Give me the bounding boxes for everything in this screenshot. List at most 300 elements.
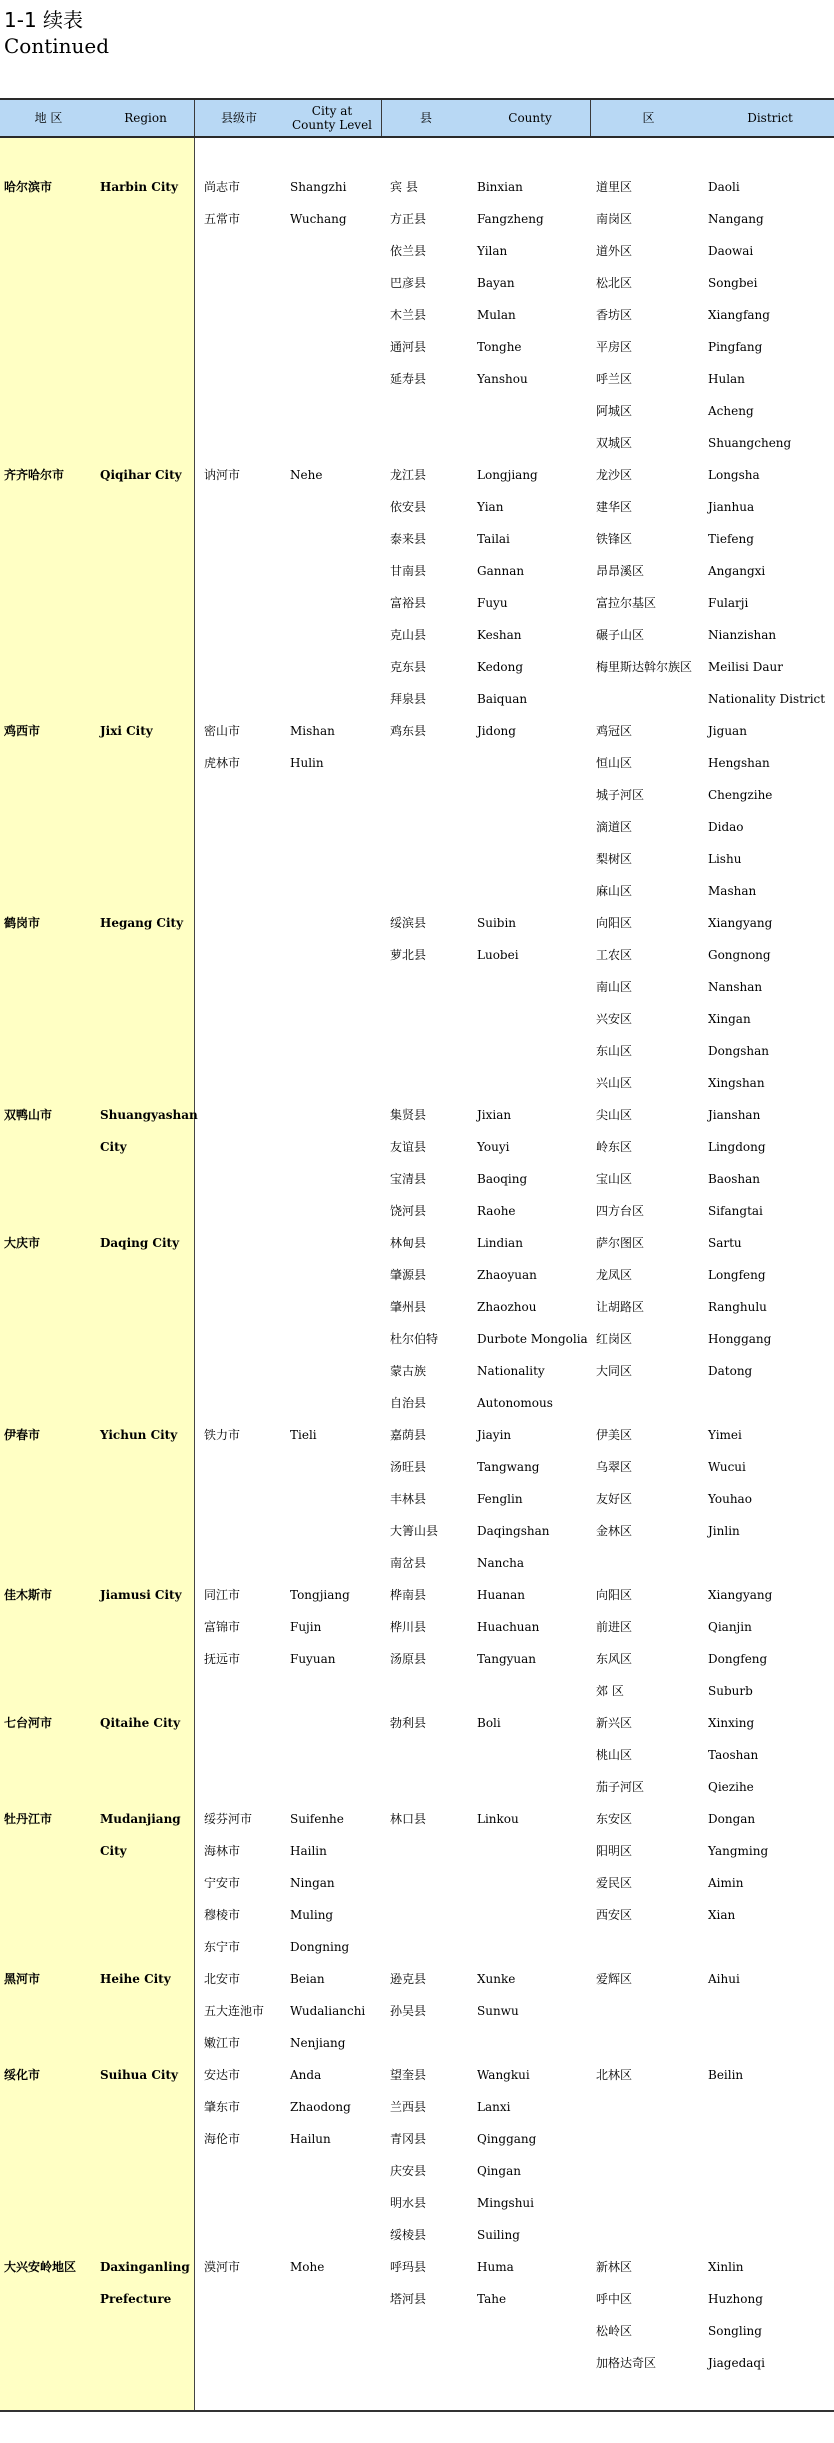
cell-district-en: Yimei	[708, 1428, 742, 1442]
cell-city-en: Fuyuan	[290, 1652, 336, 1666]
cell-county-en: Tailai	[477, 532, 510, 546]
table-row	[0, 1547, 834, 1579]
cell-district-en: Qiezihe	[708, 1780, 754, 1794]
cell-city-zh: 虎林市	[204, 756, 241, 770]
cell-county-en: Daqingshan	[477, 1524, 550, 1538]
cell-county-zh: 庆安县	[390, 2164, 427, 2178]
cell-region-zh: 鹤岗市	[4, 916, 41, 930]
cell-district-en: Gongnong	[708, 948, 771, 962]
cell-district-en: Acheng	[708, 404, 754, 418]
cell-district-en: Longsha	[708, 468, 760, 482]
cell-county-zh: 肇源县	[390, 1268, 427, 1282]
cell-district-zh: 乌翠区	[596, 1460, 633, 1474]
cell-county-en: Linkou	[477, 1812, 519, 1826]
table-row	[0, 1195, 834, 1227]
cell-region-zh: 大庆市	[4, 1236, 41, 1250]
cell-district-en: Dongan	[708, 1812, 756, 1826]
cell-district-zh: 爱辉区	[596, 1972, 633, 1986]
table-row	[0, 459, 834, 491]
cell-district-zh: 富拉尔基区	[596, 596, 657, 610]
table-row	[0, 1675, 834, 1707]
cell-county-en: Lindian	[477, 1236, 523, 1250]
cell-county-en: Fenglin	[477, 1492, 523, 1506]
cell-district-en: Xiangyang	[708, 1588, 773, 1602]
cell-district-zh: 东风区	[596, 1652, 633, 1666]
header-county-en: County	[508, 111, 552, 125]
cell-district-en: Fularji	[708, 596, 749, 610]
cell-county-en: Yian	[477, 500, 504, 514]
cell-city-zh: 东宁市	[204, 1940, 241, 1954]
cell-county-en: Suiling	[477, 2228, 520, 2242]
cell-county-en: Youyi	[477, 1140, 510, 1154]
cell-county-en: Huachuan	[477, 1620, 540, 1634]
table-row	[0, 299, 834, 331]
cell-county-zh: 绥棱县	[390, 2228, 427, 2242]
cell-city-en: Anda	[290, 2068, 322, 2082]
cell-county-zh: 自治县	[390, 1396, 427, 1410]
table-row	[0, 171, 834, 203]
cell-region-en: Suihua City	[100, 2068, 178, 2082]
cell-county-en: Huma	[477, 2260, 514, 2274]
cell-district-zh: 大同区	[596, 1364, 633, 1378]
table-row	[0, 1931, 834, 1963]
cell-region-en: City	[100, 1140, 127, 1154]
cell-city-en: Wuchang	[290, 212, 347, 226]
cell-district-en: Sartu	[708, 1236, 742, 1250]
cell-district-en: Didao	[708, 820, 744, 834]
cell-county-en: Longjiang	[477, 468, 538, 482]
cell-district-zh: 萨尔图区	[596, 1236, 645, 1250]
cell-district-en: Baoshan	[708, 1172, 760, 1186]
cell-district-zh: 呼中区	[596, 2292, 633, 2306]
table-row	[0, 1611, 834, 1643]
cell-district-zh: 工农区	[596, 948, 633, 962]
cell-district-en: Songbei	[708, 276, 758, 290]
cell-district-zh: 金林区	[596, 1524, 633, 1538]
table-row	[0, 235, 834, 267]
cell-district-zh: 西安区	[596, 1908, 633, 1922]
table-number-title: 1-1 续表	[4, 8, 84, 32]
cell-county-zh: 克东县	[390, 660, 427, 674]
cell-city-zh: 讷河市	[204, 468, 241, 482]
cell-city-en: Tongjiang	[290, 1588, 350, 1602]
cell-city-zh: 宁安市	[204, 1876, 241, 1890]
cell-district-en: Datong	[708, 1364, 753, 1378]
cell-county-zh: 宝清县	[390, 1172, 427, 1186]
cell-city-en: Wudalianchi	[290, 2004, 366, 2018]
cell-district-zh: 龙沙区	[596, 468, 633, 482]
table-row	[0, 1515, 834, 1547]
cell-district-zh: 新兴区	[596, 1716, 633, 1730]
cell-city-zh: 同江市	[204, 1588, 241, 1602]
table-row	[0, 587, 834, 619]
table-row	[0, 395, 834, 427]
cell-county-zh: 依安县	[390, 500, 427, 514]
cell-region-zh: 伊春市	[4, 1428, 41, 1442]
cell-county-zh: 林口县	[390, 1812, 427, 1826]
cell-city-zh: 漠河市	[204, 2260, 241, 2274]
table-row	[0, 1035, 834, 1067]
header-district-en: District	[747, 111, 793, 125]
cell-district-en: Tiefeng	[708, 532, 754, 546]
cell-county-en: Kedong	[477, 660, 524, 674]
cell-district-en: Xingan	[708, 1012, 751, 1026]
cell-district-en: Pingfang	[708, 340, 763, 354]
cell-county-zh: 明水县	[390, 2196, 427, 2210]
cell-region-zh: 绥化市	[4, 2068, 41, 2082]
table-row	[0, 715, 834, 747]
cell-district-en: Beilin	[708, 2068, 744, 2082]
cell-city-zh: 肇东市	[204, 2100, 241, 2114]
cell-county-en: Autonomous	[477, 1396, 553, 1410]
cell-district-zh: 城子河区	[596, 788, 645, 802]
table-row	[0, 1483, 834, 1515]
table-row	[0, 267, 834, 299]
cell-county-zh: 嘉荫县	[390, 1428, 427, 1442]
cell-city-zh: 穆棱市	[204, 1908, 241, 1922]
cell-county-zh: 富裕县	[390, 596, 427, 610]
cell-district-zh: 新林区	[596, 2260, 633, 2274]
cell-district-en: Yangming	[708, 1844, 769, 1858]
cell-county-en: Huanan	[477, 1588, 525, 1602]
cell-district-en: Taoshan	[708, 1748, 759, 1762]
table-row	[0, 1099, 834, 1131]
cell-county-zh: 集贤县	[390, 1108, 427, 1122]
cell-county-zh: 丰林县	[390, 1492, 427, 1506]
cell-city-zh: 海林市	[204, 1844, 241, 1858]
cell-city-zh: 绥芬河市	[204, 1812, 253, 1826]
cell-region-en: Prefecture	[100, 2292, 172, 2306]
cell-county-zh: 绥滨县	[390, 916, 427, 930]
table-row	[0, 331, 834, 363]
table-row	[0, 683, 834, 715]
cell-county-en: Mingshui	[477, 2196, 534, 2210]
cell-district-zh: 友好区	[596, 1492, 633, 1506]
cell-county-zh: 拜泉县	[390, 692, 427, 706]
cell-county-en: Zhaoyuan	[477, 1268, 537, 1282]
table-row	[0, 1899, 834, 1931]
cell-county-zh: 塔河县	[390, 2292, 427, 2306]
header-city-en	[283, 100, 381, 136]
table-row	[0, 1579, 834, 1611]
table-row	[0, 1003, 834, 1035]
cell-county-zh: 林甸县	[390, 1236, 427, 1250]
cell-city-zh: 五常市	[204, 212, 241, 226]
cell-district-zh: 松岭区	[596, 2324, 633, 2338]
cell-city-zh: 富锦市	[204, 1620, 241, 1634]
cell-county-en: Jixian	[477, 1108, 512, 1122]
cell-district-en: Dongshan	[708, 1044, 770, 1058]
header-county-zh: 县	[419, 111, 432, 125]
cell-county-zh: 甘南县	[390, 564, 427, 578]
cell-district-zh: 碾子山区	[596, 628, 645, 642]
cell-district-en: Huzhong	[708, 2292, 763, 2306]
cell-city-en: Nenjiang	[290, 2036, 346, 2050]
table-row	[0, 811, 834, 843]
cell-county-zh: 饶河县	[390, 1204, 427, 1218]
cell-district-zh: 岭东区	[596, 1140, 633, 1154]
cell-district-en: Ranghulu	[708, 1300, 767, 1314]
cell-district-zh: 香坊区	[596, 308, 633, 322]
cell-county-en: Xunke	[477, 1972, 516, 1986]
cell-district-en: Nangang	[708, 212, 764, 226]
table-row	[0, 1707, 834, 1739]
table-row	[0, 779, 834, 811]
cell-county-en: Mulan	[477, 308, 516, 322]
cell-county-en: Yanshou	[477, 372, 528, 386]
cell-district-en: Hulan	[708, 372, 745, 386]
table-row	[0, 523, 834, 555]
table-row	[0, 747, 834, 779]
cell-district-en: Daoli	[708, 180, 740, 194]
cell-district-zh: 尖山区	[596, 1108, 633, 1122]
cell-county-zh: 蒙古族	[390, 1364, 427, 1378]
table-row	[0, 363, 834, 395]
table-row	[0, 843, 834, 875]
cell-county-en: Lanxi	[477, 2100, 511, 2114]
cell-district-zh: 道里区	[596, 180, 633, 194]
cell-county-zh: 肇州县	[390, 1300, 427, 1314]
cell-county-en: Baoqing	[477, 1172, 528, 1186]
cell-county-zh: 望奎县	[390, 2068, 427, 2082]
table-row	[0, 1995, 834, 2027]
table-row	[0, 1963, 834, 1995]
cell-region-zh: 大兴安岭地区	[4, 2260, 77, 2274]
table-row	[0, 1227, 834, 1259]
cell-district-zh: 麻山区	[596, 884, 633, 898]
table-row	[0, 1163, 834, 1195]
cell-district-zh: 建华区	[596, 500, 633, 514]
cell-district-en: Jianhua	[708, 500, 755, 514]
cell-district-zh: 龙凤区	[596, 1268, 633, 1282]
cell-county-zh: 宾 县	[390, 180, 418, 194]
cell-city-en: Tieli	[290, 1428, 317, 1442]
cell-city-zh: 嫩江市	[204, 2036, 241, 2050]
cell-county-zh: 南岔县	[390, 1556, 427, 1570]
table-row	[0, 491, 834, 523]
cell-district-en: Honggang	[708, 1332, 772, 1346]
cell-county-zh: 汤旺县	[390, 1460, 427, 1474]
cell-county-en: Raohe	[477, 1204, 516, 1218]
cell-county-zh: 呼玛县	[390, 2260, 427, 2274]
cell-city-en: Shangzhi	[290, 180, 347, 194]
cell-region-en: Qitaihe City	[100, 1716, 181, 1730]
cell-city-en: Hailin	[290, 1844, 327, 1858]
cell-district-zh: 四方台区	[596, 1204, 645, 1218]
cell-district-zh: 呼兰区	[596, 372, 633, 386]
cell-county-en: Zhaozhou	[477, 1300, 537, 1314]
cell-district-zh: 向阳区	[596, 1588, 633, 1602]
cell-county-zh: 通河县	[390, 340, 427, 354]
cell-district-zh: 阳明区	[596, 1844, 633, 1858]
cell-county-zh: 巴彦县	[390, 276, 427, 290]
continued-label: Continued	[4, 34, 110, 58]
cell-district-en: Lingdong	[708, 1140, 766, 1154]
table-body	[0, 171, 834, 2379]
cell-county-zh: 青冈县	[390, 2132, 427, 2146]
cell-county-en: Baiquan	[477, 692, 528, 706]
table-row	[0, 875, 834, 907]
cell-district-en: Jiguan	[708, 724, 747, 738]
cell-region-en: Qiqihar City	[100, 468, 182, 482]
cell-district-en: Qianjin	[708, 1620, 752, 1634]
cell-county-en: Binxian	[477, 180, 523, 194]
cell-county-en: Suibin	[477, 916, 517, 930]
cell-county-en: Tahe	[477, 2292, 507, 2306]
cell-district-zh: 平房区	[596, 340, 633, 354]
table-row	[0, 619, 834, 651]
cell-district-zh: 梨树区	[596, 852, 633, 866]
cell-district-zh: 南岗区	[596, 212, 633, 226]
cell-city-en: Zhaodong	[290, 2100, 351, 2114]
cell-district-en: Youhao	[708, 1492, 752, 1506]
cell-city-zh: 北安市	[204, 1972, 241, 1986]
cell-district-en: Xinlin	[708, 2260, 744, 2274]
cell-district-zh: 红岗区	[596, 1332, 633, 1346]
header-city-en-line1: City at	[311, 104, 353, 118]
cell-city-zh: 安达市	[204, 2068, 241, 2082]
cell-district-zh: 兴山区	[596, 1076, 633, 1090]
cell-city-zh: 海伦市	[204, 2132, 241, 2146]
table-row	[0, 1835, 834, 1867]
cell-city-en: Fujin	[290, 1620, 322, 1634]
cell-county-zh: 友谊县	[390, 1140, 427, 1154]
cell-county-en: Gannan	[477, 564, 525, 578]
cell-district-zh: 加格达奇区	[596, 2356, 657, 2370]
cell-county-zh: 鸡东县	[390, 724, 427, 738]
cell-district-en: Wucui	[708, 1460, 746, 1474]
table-row	[0, 651, 834, 683]
header-city-zh: 县级市	[220, 111, 257, 125]
cell-district-en: Suburb	[708, 1684, 753, 1698]
cell-county-en: Qingan	[477, 2164, 521, 2178]
cell-district-zh: 铁锋区	[596, 532, 633, 546]
table-row	[0, 555, 834, 587]
table-row	[0, 1451, 834, 1483]
cell-region-en: Heihe City	[100, 1972, 171, 1986]
cell-district-en: Jiagedaqi	[708, 2356, 765, 2370]
cell-region-en: Shuangyashan	[100, 1108, 198, 1122]
cell-district-en: Nianzishan	[708, 628, 777, 642]
table-row	[0, 1643, 834, 1675]
cell-county-en: Wangkui	[477, 2068, 530, 2082]
cell-district-zh: 东安区	[596, 1812, 633, 1826]
table-row	[0, 1067, 834, 1099]
cell-district-en: Angangxi	[708, 564, 766, 578]
cell-district-en: Chengzihe	[708, 788, 773, 802]
cell-district-zh: 桃山区	[596, 1748, 633, 1762]
table-header	[0, 98, 834, 138]
cell-county-zh: 勃利县	[390, 1716, 427, 1730]
cell-county-en: Yilan	[477, 244, 508, 258]
table-row	[0, 2187, 834, 2219]
cell-district-zh: 宝山区	[596, 1172, 633, 1186]
cell-county-en: Luobei	[477, 948, 519, 962]
cell-region-zh: 七台河市	[4, 1716, 53, 1730]
cell-county-en: Jiayin	[477, 1428, 512, 1442]
cell-region-en: Jiamusi City	[100, 1588, 182, 1602]
table-row	[0, 2091, 834, 2123]
cell-region-en: Jixi City	[100, 724, 153, 738]
table-row	[0, 2155, 834, 2187]
cell-district-zh: 双城区	[596, 436, 633, 450]
table-row	[0, 2251, 834, 2283]
cell-district-zh: 伊美区	[596, 1428, 633, 1442]
table-row	[0, 427, 834, 459]
cell-county-en: Keshan	[477, 628, 522, 642]
table-row	[0, 2347, 834, 2379]
cell-district-zh: 前进区	[596, 1620, 633, 1634]
cell-city-zh: 抚远市	[204, 1652, 241, 1666]
cell-district-en: Nanshan	[708, 980, 763, 994]
table-row	[0, 2027, 834, 2059]
cell-county-en: Qinggang	[477, 2132, 537, 2146]
cell-county-en: Tangyuan	[477, 1652, 537, 1666]
cell-city-en: Suifenhe	[290, 1812, 344, 1826]
table-row	[0, 1259, 834, 1291]
cell-district-en: Nationality District	[708, 692, 826, 706]
cell-city-zh: 铁力市	[204, 1428, 241, 1442]
cell-district-en: Hengshan	[708, 756, 770, 770]
cell-district-en: Xian	[708, 1908, 736, 1922]
cell-district-zh: 道外区	[596, 244, 633, 258]
cell-region-en: Mudanjiang	[100, 1812, 181, 1826]
table-row	[0, 1387, 834, 1419]
header-region-zh: 地 区	[34, 111, 63, 125]
table-row	[0, 1419, 834, 1451]
cell-district-zh: 爱民区	[596, 1876, 633, 1890]
cell-city-en: Muling	[290, 1908, 334, 1922]
cell-region-en: Daxinganling	[100, 2260, 190, 2274]
cell-county-en: Sunwu	[477, 2004, 519, 2018]
cell-county-en: Nationality	[477, 1364, 545, 1378]
cell-district-en: Songling	[708, 2324, 762, 2338]
header-region-en: Region	[124, 111, 167, 125]
cell-district-zh: 松北区	[596, 276, 633, 290]
cell-district-en: Aihui	[708, 1972, 740, 1986]
table-bottom-rule	[0, 2410, 834, 2412]
cell-city-zh: 尚志市	[204, 180, 241, 194]
cell-district-en: Longfeng	[708, 1268, 766, 1282]
cell-district-en: Jianshan	[708, 1108, 761, 1122]
cell-district-zh: 茄子河区	[596, 1780, 645, 1794]
table-row	[0, 907, 834, 939]
cell-county-zh: 逊克县	[390, 1972, 427, 1986]
cell-district-zh: 北林区	[596, 2068, 633, 2082]
table-row	[0, 203, 834, 235]
table-row	[0, 2283, 834, 2315]
cell-county-zh: 克山县	[390, 628, 427, 642]
cell-district-zh: 兴安区	[596, 1012, 633, 1026]
cell-city-zh: 密山市	[204, 724, 241, 738]
table-row	[0, 1739, 834, 1771]
cell-city-en: Mishan	[290, 724, 335, 738]
cell-district-en: Sifangtai	[708, 1204, 763, 1218]
table-row	[0, 1771, 834, 1803]
cell-city-en: Beian	[290, 1972, 325, 1986]
cell-county-en: Fuyu	[477, 596, 508, 610]
header-district-zh: 区	[642, 111, 655, 125]
cell-district-en: Jinlin	[708, 1524, 740, 1538]
cell-city-en: Hulin	[290, 756, 324, 770]
cell-district-en: Aimin	[708, 1876, 744, 1890]
cell-county-zh: 桦南县	[390, 1588, 427, 1602]
cell-county-en: Nancha	[477, 1556, 524, 1570]
cell-county-zh: 依兰县	[390, 244, 427, 258]
cell-district-en: Xinxing	[708, 1716, 755, 1730]
table-row	[0, 1355, 834, 1387]
cell-city-en: Dongning	[290, 1940, 350, 1954]
